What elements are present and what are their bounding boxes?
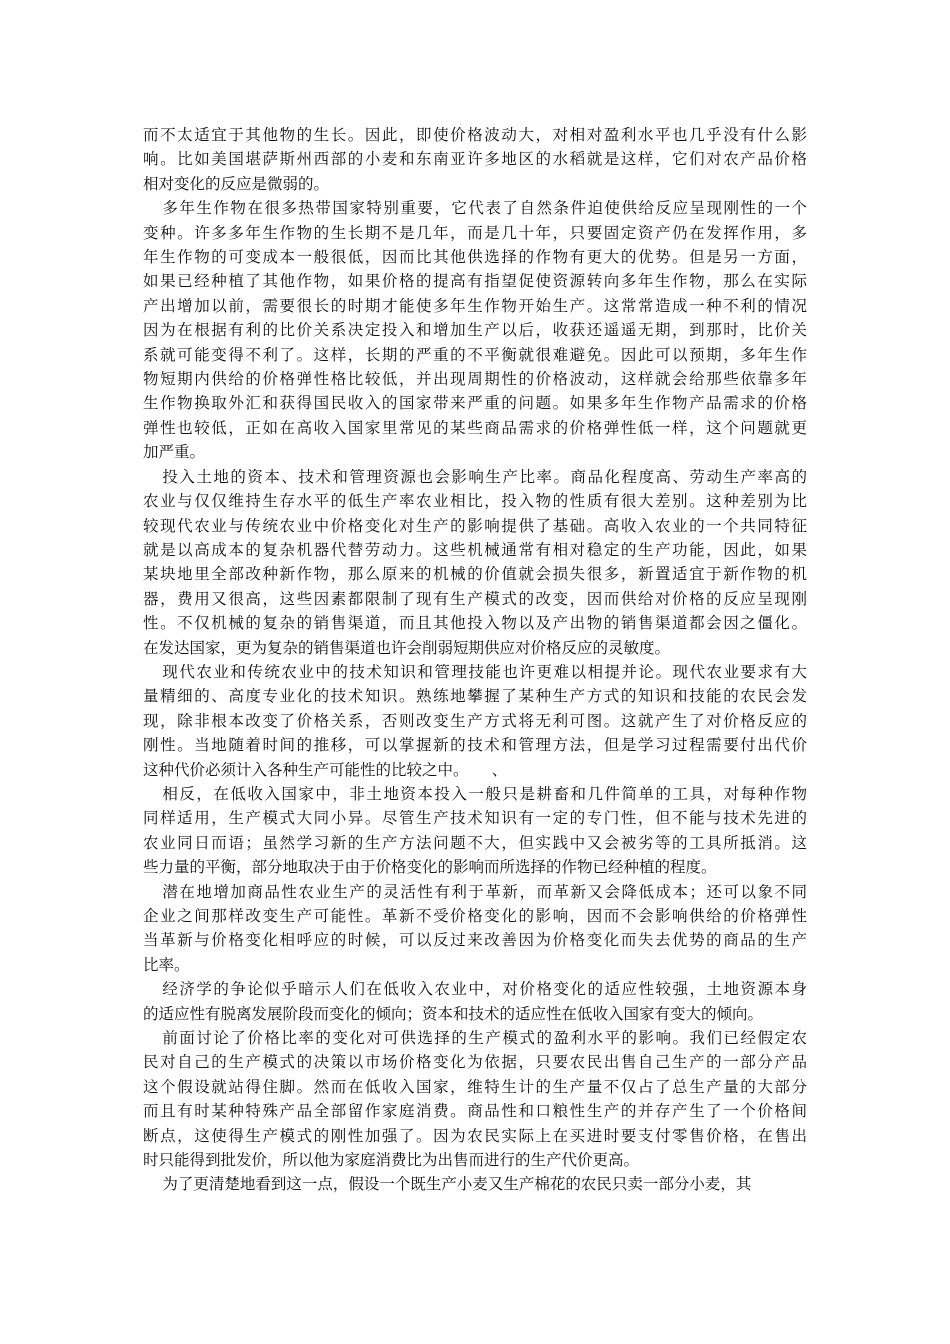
text-line: 比率。 [143,955,190,974]
text-line: 响。比如美国堪萨斯州西部的小麦和东南亚许多地区的水稻就是这样，它们对农产品价格 [143,150,807,169]
paragraph [143,660,807,782]
text-line: 企业之间那样改变生产可能性。革新不受价格变化的影响，因而不会影响供给的价格弹性 [143,907,807,925]
text-line: 现，除非根本改变了价格关系，否则改变生产方式将无利可图。这就产生了对价格反应的 [143,711,807,730]
text-line: 如果已经种植了其他作物，如果价格的提高有指望促使资源转向多年生作物，那么在实际 [143,272,807,291]
text-line: 因为在根据有利的比价关系决定投入和增加生产以后，收获还遥遥无期，到那时，比价关 [143,321,807,340]
text-line: 当革新与价格变化相呼应的时候，可以反过来改善因为价格变化而失去优势的商品的生产 [143,931,807,950]
text-line: 潜在地增加商品性农业生产的灵活性有利于革新，而革新又会降低成本；还可以象不同 [162,882,807,901]
paragraph [143,1026,807,1172]
text-line: 相对变化的反应是微弱的。 [143,174,330,193]
paragraph [143,196,807,464]
document-body [143,123,807,1197]
text-line: 为了更清楚地看到这一点，假设一个既生产小麦又生产棉花的农民只卖一部分小麦，其 [162,1175,752,1194]
text-line: 而且有时某种特殊产品全部留作家庭消费。商品性和口粮性生产的并存产生了一个价格间 [143,1102,807,1121]
text-line: 农业与仅仅维持生存水平的低生产率农业相比，投入物的性质有很大差别。这种差别为比 [143,492,807,511]
text-line: 断点，这使得生产模式的刚性加强了。因为农民实际上在买进时要支付零售价格，在售出 [143,1126,807,1145]
text-line: 些力量的平衡，部分地取决于由于价格变化的影响而所选择的作物已经种植的程度。 [143,858,717,877]
text-line: 这个假设就站得住脚。然而在低收入国家，维特生计的生产量不仅占了总生产量的大部分 [143,1077,807,1096]
text-line: 年生作物的可变成本一般很低，因而比其他供选择的作物有更大的优势。但是另一方面， [143,248,807,267]
text-line: 的适应性有脱离发展阶段而变化的倾向；资本和技术的适应性在低收入国家有变大的倾向。 [143,1004,764,1023]
text-line: 民对自己的生产模式的决策以市场价格变化为依据，只要农民出售自己生产的一部分产品 [143,1053,807,1072]
text-line: 多年生作物在很多热带国家特别重要，它代表了自然条件迫使供给反应呈现刚性的一个 [162,199,807,218]
paragraph [143,782,807,880]
text-line: 性。不仅机械的复杂的销售渠道，而且其他投入物以及产出物的销售渠道都会因之僵化。 [143,614,807,633]
text-line: 现代农业和传统农业中的技术知识和管理技能也许更难以相提并论。现代农业要求有大 [162,662,807,681]
paragraph [143,1172,807,1196]
text-line: 在发达国家，更为复杂的销售渠道也许会削弱短期供应对价格反应的灵敏度。 [143,638,671,657]
text-line: 时只能得到批发价，所以他为家庭消费比为出售而进行的生产代价更高。 [143,1151,640,1170]
text-line: 加严重。 [143,443,206,462]
text-line: 前面讨论了价格比率的变化对可供选择的生产模式的盈利水平的影响。我们已经假定农 [162,1029,807,1048]
text-line: 这种代价必须计入各种生产可能性的比较之中。 、 [143,760,508,779]
text-line: 较现代农业与传统农业中价格变化对生产的影响提供了基础。高收入农业的一个共同特征 [143,516,807,535]
paragraph [143,880,807,978]
text-line: 系就可能变得不利了。这样，长期的严重的不平衡就很难避免。因此可以预期，多年生作 [143,345,807,364]
text-line: 器，费用又很高，这些因素都限制了现有生产模式的改变，因而供给对价格的反应呈现刚 [143,589,807,608]
text-line: 投入土地的资本、技术和管理资源也会影响生产比率。商品化程度高、劳动生产率高的 [162,467,807,486]
text-line: 弹性也较低，正如在高收入国家里常见的某些商品需求的价格弹性低一样，这个问题就更 [143,418,807,437]
text-line: 相反，在低收入国家中，非土地资本投入一般只是耕畜和几件简单的工具，对每种作物 [162,784,807,803]
text-line: 经济学的争论似乎暗示人们在低收入农业中，对价格变化的适应性较强，土地资源本身 [162,980,807,999]
text-line: 量精细的、高度专业化的技术知识。熟练地攀握了某种生产方式的知识和技能的农民会发 [143,687,807,706]
paragraph [143,977,807,1026]
text-line: 产出增加以前，需要很长的时期才能使多年生作物开始生产。这常常造成一种不利的情况 [143,296,807,315]
text-line: 就是以高成本的复杂机器代替劳动力。这些机械通常有相对稳定的生产功能，因此，如果 [143,540,807,559]
text-line: 而不太适宜于其他物的生长。因此，即使价格波动大，对相对盈利水平也几乎没有什么影 [143,126,807,144]
text-line: 农业同日而语；虽然学习新的生产方法问题不大，但实践中又会被劣等的工具所抵消。这 [143,833,807,852]
text-line: 刚性。当地随着时间的推移，可以掌握新的技术和管理方法，但是学习过程需要付出代价 [143,736,807,755]
text-line: 变种。许多多年生作物的生长期不是几年，而是几十年，只要固定资产仍在发挥作用，多 [143,223,807,242]
paragraph [143,123,807,196]
paragraph [143,465,807,660]
text-line: 生作物换取外汇和获得国民收入的国家带来严重的问题。如果多年生作物产品需求的价格 [143,394,807,413]
text-line: 物短期内供给的价格弹性格比较低，并出现周期性的价格波动，这样就会给那些依靠多年 [143,370,807,389]
text-line: 某块地里全部改种新作物，那么原来的机械的价值就会损失很多，新置适宜于新作物的机 [143,565,807,584]
text-line: 同样适用，生产模式大同小异。尽管生产技术知识有一定的专门性，但不能与技术先进的 [143,809,807,828]
